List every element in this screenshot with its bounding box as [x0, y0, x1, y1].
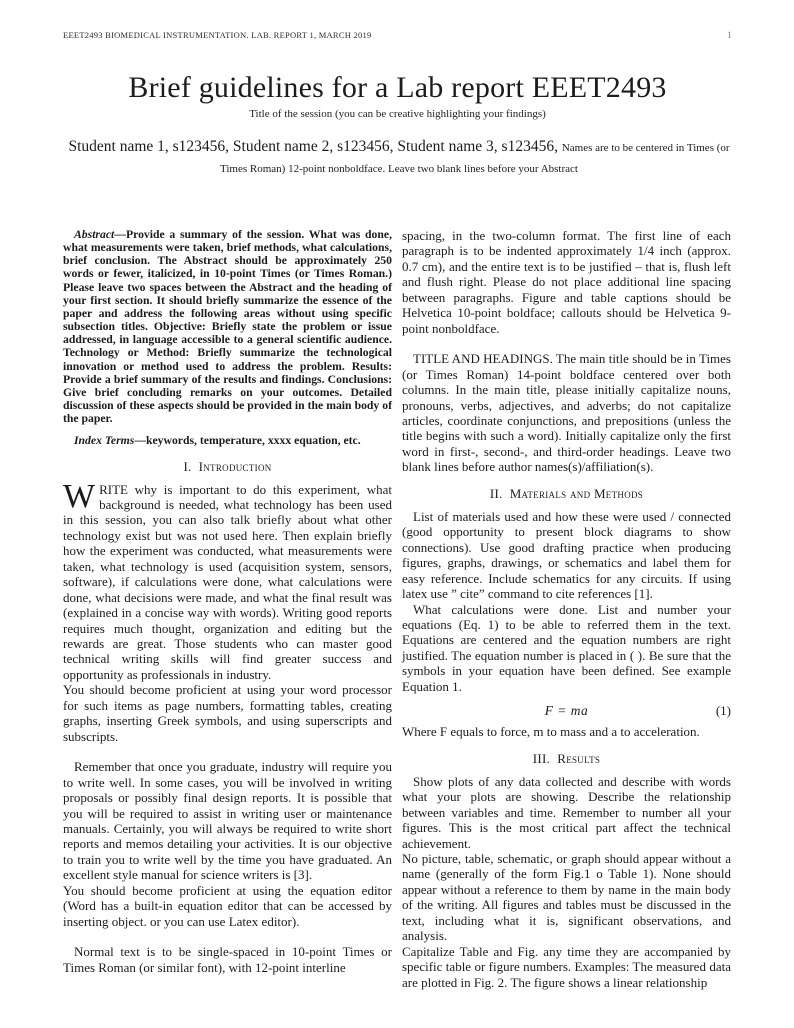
dropcap-letter: W — [63, 477, 96, 515]
introduction-paragraph-2: You should become proficient at using your word processor for such items as page numbers, formatting tables, creating graphs, inserting Greek symbols, and using superscripts and subscripts. — [63, 682, 392, 744]
formatting-paragraph-2: TITLE AND HEADINGS. The main title should be in Times (or Times Roman) 14-point boldface centered over both columns. In the main title, please initially capitalize nouns, pronouns, verbs, adjectives, and adverbs; do not capitalize articles, coordinate conjunctions, and prepositions (unless the title begins with such a word). Initially capitalize only the first word in first-, second-, and third-order headings. Leave two blank lines before author names(s)/affiliation(s). — [402, 351, 731, 475]
results-paragraph-2: No picture, table, schematic, or graph should appear without a name (generally of the form Fig.1 o Table 1). None should appear without a reference to them by name in the main body of the writing. All figures and tables must be discussed in the text, including what it is, significant observations, and analysis. — [402, 850, 731, 944]
section-title: Materials and Methods — [509, 485, 644, 501]
formatting-paragraph-1: spacing, in the two-column format. The first line of each paragraph is to be indented approximately 1/4 inch (approx. 0.7 cm), and the entire text is to be justified – that is, flush left and flush right. Please do not place additional line spacing between paragraphs. Figure and table captions should be Helvetica 10-point boldface; callouts should be Helvetica 9-point nonboldface. — [402, 228, 731, 336]
materials-paragraph-2: What calculations were done. List and number your equations (Eq. 1) to be able to referred them in the text. Equations are centered and the equation numbers are right justified. The equation number is placed in ( ). Be sure that the symbols in your equation have been defined. See example Equation 1. — [402, 601, 731, 694]
introduction-paragraph-3: Remember that once you graduate, industry will require you to write well. In some cases, you will be involved in writing proposals or possibly final design reports. It is possible that you will be required to assist in writing user or maintenance manuals. Certainly, you will always be required to write short reports and memos detailing your activities. It is our objective to train you to write well by the time you have graduated. An excellent style manual for science writers is [3]. — [63, 759, 392, 883]
introduction-paragraph-5: Normal text is to be single-spaced in 10-point Times or Times Roman (or similar font), with 12-point interline — [63, 944, 392, 975]
section-title: Introduction — [198, 458, 272, 474]
results-paragraph-1: Show plots of any data collected and describe with words what your plots are showing. Describe the relationship between variables and time. Remember to number all your figures. This is the most critical part affect the technical achievement. — [402, 773, 731, 851]
index-terms-lead-in: Index Terms — [74, 434, 135, 448]
section-heading-results — [402, 751, 731, 767]
index-terms-dash: — — [134, 434, 146, 448]
index-terms-paragraph — [63, 434, 392, 447]
running-header — [63, 30, 732, 40]
abstract-paragraph — [63, 228, 392, 425]
left-column — [63, 228, 392, 990]
section-title: Results — [557, 750, 601, 766]
right-column — [402, 228, 731, 990]
results-paragraph-3: Capitalize Table and Fig. any time they are accompanied by specific table or figure numbers. Examples: The measured data are plotted in Fig. 2. The figure shows a linear relationship — [402, 943, 731, 990]
equation-number: (1) — [715, 703, 731, 719]
introduction-paragraph-4: You should become proficient at using the equation editor (Word has a built-in equation editor that can be accessed by inserting object. or you can use Latex editor). — [63, 882, 392, 929]
paper-subtitle: Title of the session (you can be creative highlighting your findings) — [249, 108, 546, 120]
page-number: 1 — [727, 30, 732, 40]
materials-paragraph-3: Where F equals to force, m to mass and a to acceleration. — [402, 724, 700, 740]
author-line — [63, 137, 735, 179]
abstract-dash: — — [114, 228, 126, 241]
two-column-body — [63, 228, 732, 990]
section-heading-introduction — [63, 459, 392, 475]
paper-title: Brief guidelines for a Lab report EEET2493 — [128, 71, 667, 104]
index-terms-text: keywords, temperature, xxxx equation, etc. — [145, 434, 361, 448]
materials-paragraph-1: List of materials used and how these were used / connected (good opportunity to present block diagrams to show connections). Use good drafting practice when producing figures, graphs, drawings, or schematics and label them for easy reference. Include schematics for any circuits. If using latex use ” cite” command to cite references [1]. — [402, 508, 731, 602]
equation-expression: F = ma — [544, 703, 589, 719]
abstract-lead-in: Abstract — [74, 228, 115, 241]
introduction-paragraph-1-text: RITE why is important to do this experiment, what background is needed, what technology has been used in this session, you can also talk briefly about what other technology exist but was not used here. Then explain briefly how the experiment was conducted, what measurements were taken, what technology is used (acquisition system, sensors, software), if calculations were done, what calculations were done, what decisions were made, and what the final result was (explained in a concise way with words). Writing good reports requires much thought, organization and editing but the rewards are great. Those students who can master good technical writing skills will find greater success and opportunity as professionals in industry. — [63, 481, 392, 682]
section-number: II. — [489, 485, 503, 501]
section-number: III. — [532, 750, 551, 766]
section-heading-materials — [402, 486, 731, 502]
abstract-text: Provide a summary of the session. What was done, what measurements were taken, brief methods, what calculations, brief conclusion. The Abstract should be approximately 250 words or fewer, italicized, in 10-point Times (or Times Roman.) Please leave two spaces between the Abstract and the heading of your first section. It should briefly summarize the essence of the paper and address the following areas without using specific subsection titles. Objective: Briefly state the problem or issue addressed, in language accessible to a general scientific audience. Technology or Method: Briefly summarize the technological innovation or method used to address the problem. Results: Provide a brief summary of the results and findings. Conclusions: Give brief concluding remarks on your outcomes. Detailed discussion of these aspects should be provided in the main body of the paper. — [63, 228, 392, 426]
equation-1 — [402, 703, 731, 719]
author-note: Names are to be centered in Times (or Times Roman) 12-point nonboldface. Leave two blank lines before your Abstract — [220, 142, 730, 175]
introduction-paragraph-1 — [63, 477, 392, 683]
section-number: I. — [183, 458, 192, 474]
running-header-text: EEET2493 BIOMEDICAL INSTRUMENTATION. LAB. REPORT 1, MARCH 2019 — [63, 30, 372, 40]
author-names: Student name 1, s123456, Student name 2, s123456, Student name 3, s123456, — [68, 138, 558, 155]
